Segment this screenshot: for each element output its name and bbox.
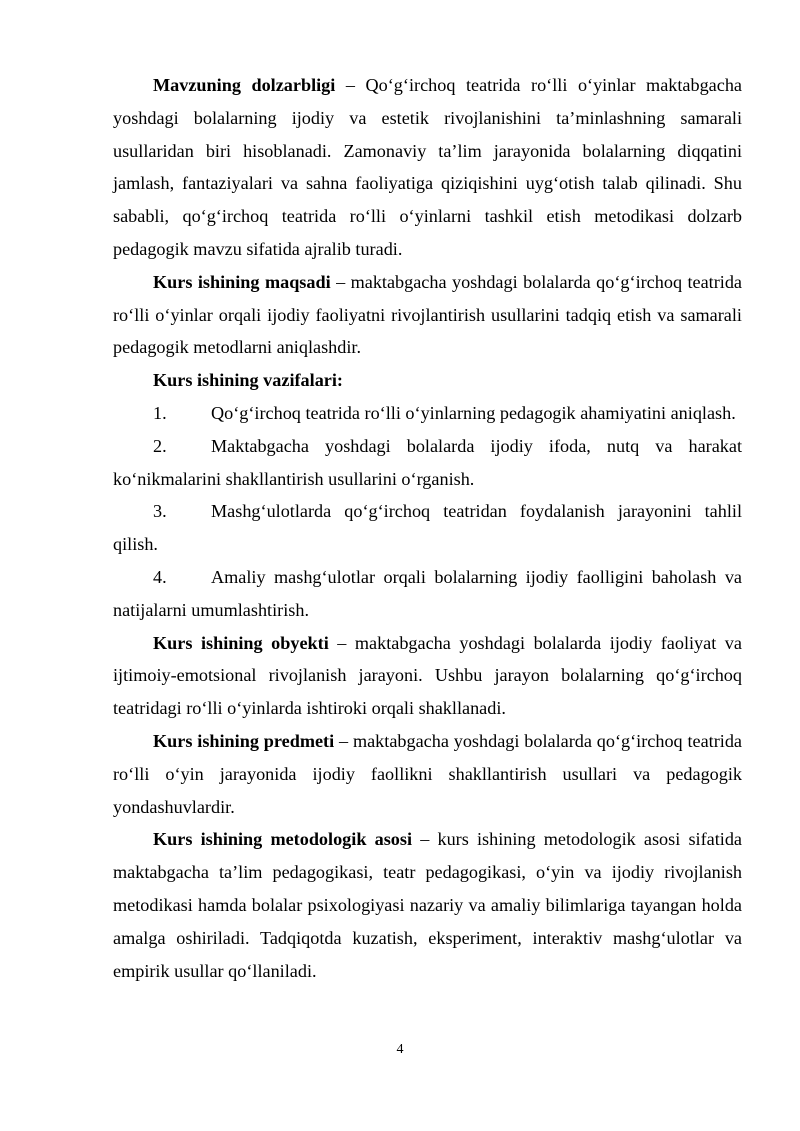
list-number: 2.	[153, 435, 167, 456]
list-number: 3.	[153, 501, 167, 522]
page-number: 4	[396, 1042, 404, 1057]
paragraph-text: – maktabgacha yoshdagi bolalarda qo‘g‘irchoq teatrida ro‘lli o‘yin jarayonida ijodiy faollikni shakllantirish usullari va pedagogik yondashuvlardir.	[113, 730, 743, 817]
list-item	[113, 495, 742, 561]
paragraph-title: Kurs ishining maqsadi	[153, 271, 331, 292]
paragraph-text: – maktabgacha yoshdagi bolalarda qo‘g‘irchoq teatrida ro‘lli o‘yinlar orqali ijodiy faoliyatni rivojlantirish usullarini tadqiq etish va samarali pedagogik metodlarni aniqlashdir.	[113, 271, 742, 358]
list-text: Amaliy mashg‘ulotlar orqali bolalarning ijodiy faolligini baholash va natijalarni umumlashtirish.	[113, 566, 742, 620]
paragraph-text: – Qo‘g‘irchoq teatrida ro‘lli o‘yinlar maktabgacha yoshdagi bolalarning ijodiy va estetik rivojlanishini ta’minlashning samarali usullaridan biri hisoblanadi. Zamonaviy ta’lim jarayonida bolalarning diqqatini jamlash, fantaziyalari va sahna faoliyatiga qiziqishini uyg‘otish talab qilinadi. Shu sababli, qo‘g‘irchoq teatrida ro‘lli o‘yinlarni tashkil etish metodikasi dolzarb pedagogik mavzu sifatida ajralib turadi.	[113, 75, 742, 259]
list-text: Qo‘g‘irchoq teatrida ro‘lli o‘yinlarning pedagogik ahamiyatini aniqlash.	[211, 402, 736, 423]
list-item	[113, 397, 742, 430]
paragraph-title: Kurs ishining obyekti	[153, 632, 329, 653]
paragraph-title: Mavzuning dolzarbligi	[153, 75, 336, 95]
paragraph-text: – kurs ishining metodologik asosi sifatida maktabgacha ta’lim pedagogikasi, teatr pedagogikasi, o‘yin va ijodiy rivojlanish metodikasi hamda bolalar psixologiyasi nazariy va amaliy bilimlariga tayangan holda amalga oshiriladi. Tadqiqotda kuzatish, eksperiment, interaktiv mashg‘ulotlar va empirik usullar qo‘llaniladi.	[113, 829, 742, 981]
list-number: 1.	[153, 402, 167, 423]
paragraph-text: – maktabgacha yoshdagi bolalarda ijodiy faoliyat va ijtimoiy-emotsional rivojlanish jarayoni. Ushbu jarayon bolalarning qo‘g‘irchoq teatridagi ro‘lli o‘yinlarda ishtiroki orqali shakllanadi.	[113, 632, 742, 719]
paragraph-predmet	[113, 725, 742, 823]
document-page	[113, 69, 742, 987]
paragraph-title: Kurs ishining predmeti	[153, 730, 335, 751]
list-number: 4.	[153, 566, 167, 587]
paragraph-metodologik	[113, 823, 742, 987]
paragraph-title: Kurs ishining metodologik asosi	[153, 829, 413, 850]
list-text: Maktabgacha yoshdagi bolalarda ijodiy ifoda, nutq va harakat ko‘nikmalarini shakllantirish usullarini o‘rganish.	[113, 435, 742, 489]
list-text: Mashg‘ulotlarda qo‘g‘irchoq teatridan foydalanish jarayonini tahlil qilish.	[113, 501, 742, 555]
paragraph-dolzarblik	[113, 69, 742, 266]
paragraph-maqsad	[113, 266, 742, 364]
vazifalar-heading: Kurs ishining vazifalari:	[153, 370, 343, 391]
paragraph-obyekt	[113, 627, 742, 725]
list-item	[113, 430, 742, 496]
list-item	[113, 561, 742, 627]
